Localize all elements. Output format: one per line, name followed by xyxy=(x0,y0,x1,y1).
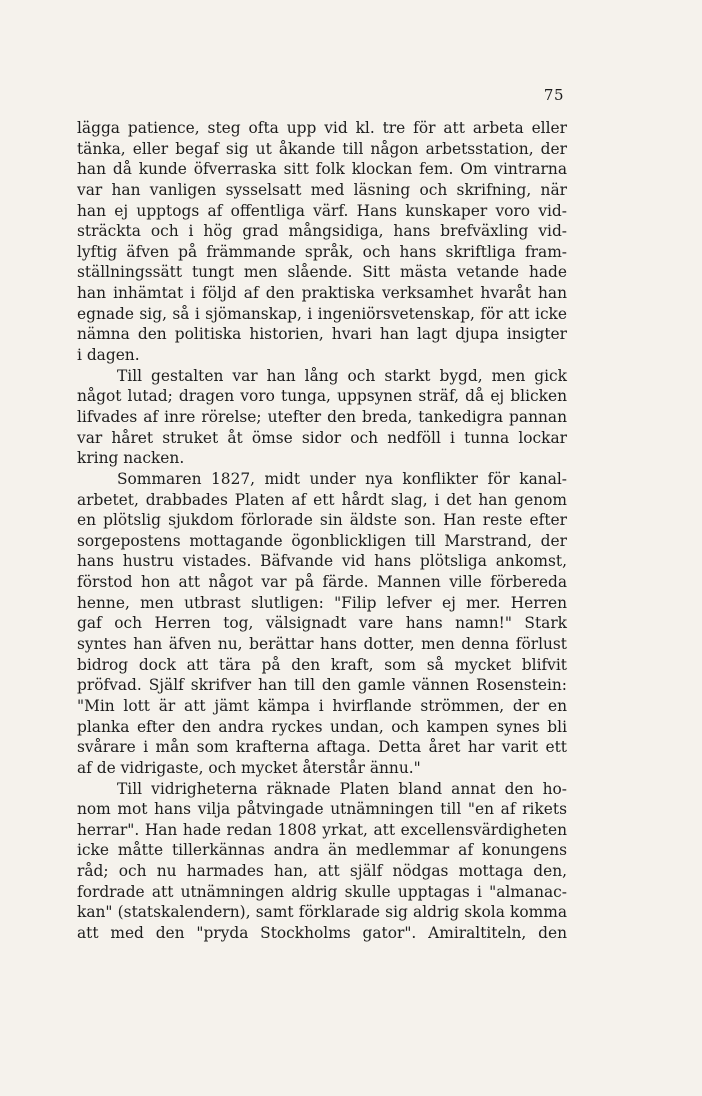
text-line: gaf och Herren tog, välsignadt vare hans namn!" Stark xyxy=(77,614,567,633)
text-line: svårare i mån som krafterna aftaga. Detta året har varit ett xyxy=(77,738,567,757)
text-line: nom mot hans vilja påtvingade utnämningen till "en af rikets xyxy=(77,800,567,819)
text-line: kan" (statskalendern), samt förklarade sig aldrig skola komma xyxy=(77,903,567,922)
text-line: icke måtte tillerkännas andra än medlemmar af konungens xyxy=(77,841,567,860)
text-line: "Min lott är att jämt kämpa i hvirflande strömmen, der en xyxy=(77,696,567,715)
text-line: egnade sig, så i sjömanskap, i ingeniörsvetenskap, för att icke xyxy=(77,304,567,323)
text-line: var han vanligen sysselsatt med läsning och skrifning, när xyxy=(77,180,567,199)
body-text xyxy=(77,118,567,944)
text-line: kring nacken. xyxy=(77,449,185,468)
text-line: ställningssätt tungt men slående. Sitt mästa vetande hade xyxy=(77,263,567,282)
text-line: syntes han äfven nu, berättar hans dotter, men denna förlust xyxy=(77,635,567,654)
text-line: han ej upptogs af offentliga värf. Hans kunskaper voro vid- xyxy=(77,201,567,220)
text-line: henne, men utbrast slutligen: "Filip lefver ej mer. Herren xyxy=(77,593,567,612)
text-line: fordrade att utnämningen aldrig skulle upptagas i "almanac- xyxy=(77,882,567,901)
text-line: pröfvad. Själf skrifver han till den gamle vännen Rosenstein: xyxy=(77,676,567,695)
text-line: af de vidrigaste, och mycket återstår ännu." xyxy=(77,758,421,777)
text-line: han inhämtat i följd af den praktiska verksamhet hvaråt han xyxy=(77,284,567,303)
text-line: nämna den politiska historien, hvari han lagt djupa insigter xyxy=(77,325,567,344)
text-line: hans hustru vistades. Bäfvande vid hans plötsliga ankomst, xyxy=(77,552,567,571)
text-line: sorgepostens mottagande ögonblickligen till Marstrand, der xyxy=(77,531,567,550)
page-number: 75 xyxy=(543,86,564,104)
text-line: han då kunde öfverraska sitt folk klockan fem. Om vintrarna xyxy=(77,160,567,179)
text-line: en plötslig sjukdom förlorade sin äldste son. Han reste efter xyxy=(77,511,567,530)
text-line: tänka, eller begaf sig ut åkande till någon arbetsstation, der xyxy=(77,139,567,158)
text-line: lyftig äfven på främmande språk, och hans skriftliga fram- xyxy=(77,242,567,261)
text-line: planka efter den andra ryckes undan, och kampen synes bli xyxy=(77,717,567,736)
text-line: arbetet, drabbades Platen af ett hårdt slag, i det han genom xyxy=(77,490,567,509)
text-line: förstod hon att något var på färde. Mannen ville förbereda xyxy=(77,573,567,592)
text-line: Sommaren 1827, midt under nya konflikter för kanal- xyxy=(117,469,567,488)
text-line: bidrog dock att tära på den kraft, som så mycket blifvit xyxy=(77,655,567,674)
text-line: råd; och nu harmades han, att själf nödgas mottaga den, xyxy=(77,862,567,881)
text-line: sträckta och i hög grad mångsidiga, hans brefväxling vid- xyxy=(77,222,567,241)
text-line: herrar". Han hade redan 1808 yrkat, att excellensvärdigheten xyxy=(77,820,567,839)
text-line: Till vidrigheterna räknade Platen bland annat den ho- xyxy=(117,779,567,798)
text-line: i dagen. xyxy=(77,346,140,365)
text-line: lifvades af inre rörelse; utefter den breda, tankedigra pannan xyxy=(77,407,567,426)
text-line: något lutad; dragen voro tunga, uppsynen sträf, då ej blicken xyxy=(77,387,567,406)
text-line: att med den "pryda Stockholms gator". Amiraltiteln, den xyxy=(77,923,567,942)
text-line: lägga patience, steg ofta upp vid kl. tre för att arbeta eller xyxy=(77,119,567,137)
text-line: Till gestalten var han lång och starkt bygd, men gick xyxy=(117,366,567,385)
text-line: var håret struket åt ömse sidor och nedföll i tunna lockar xyxy=(77,428,567,447)
